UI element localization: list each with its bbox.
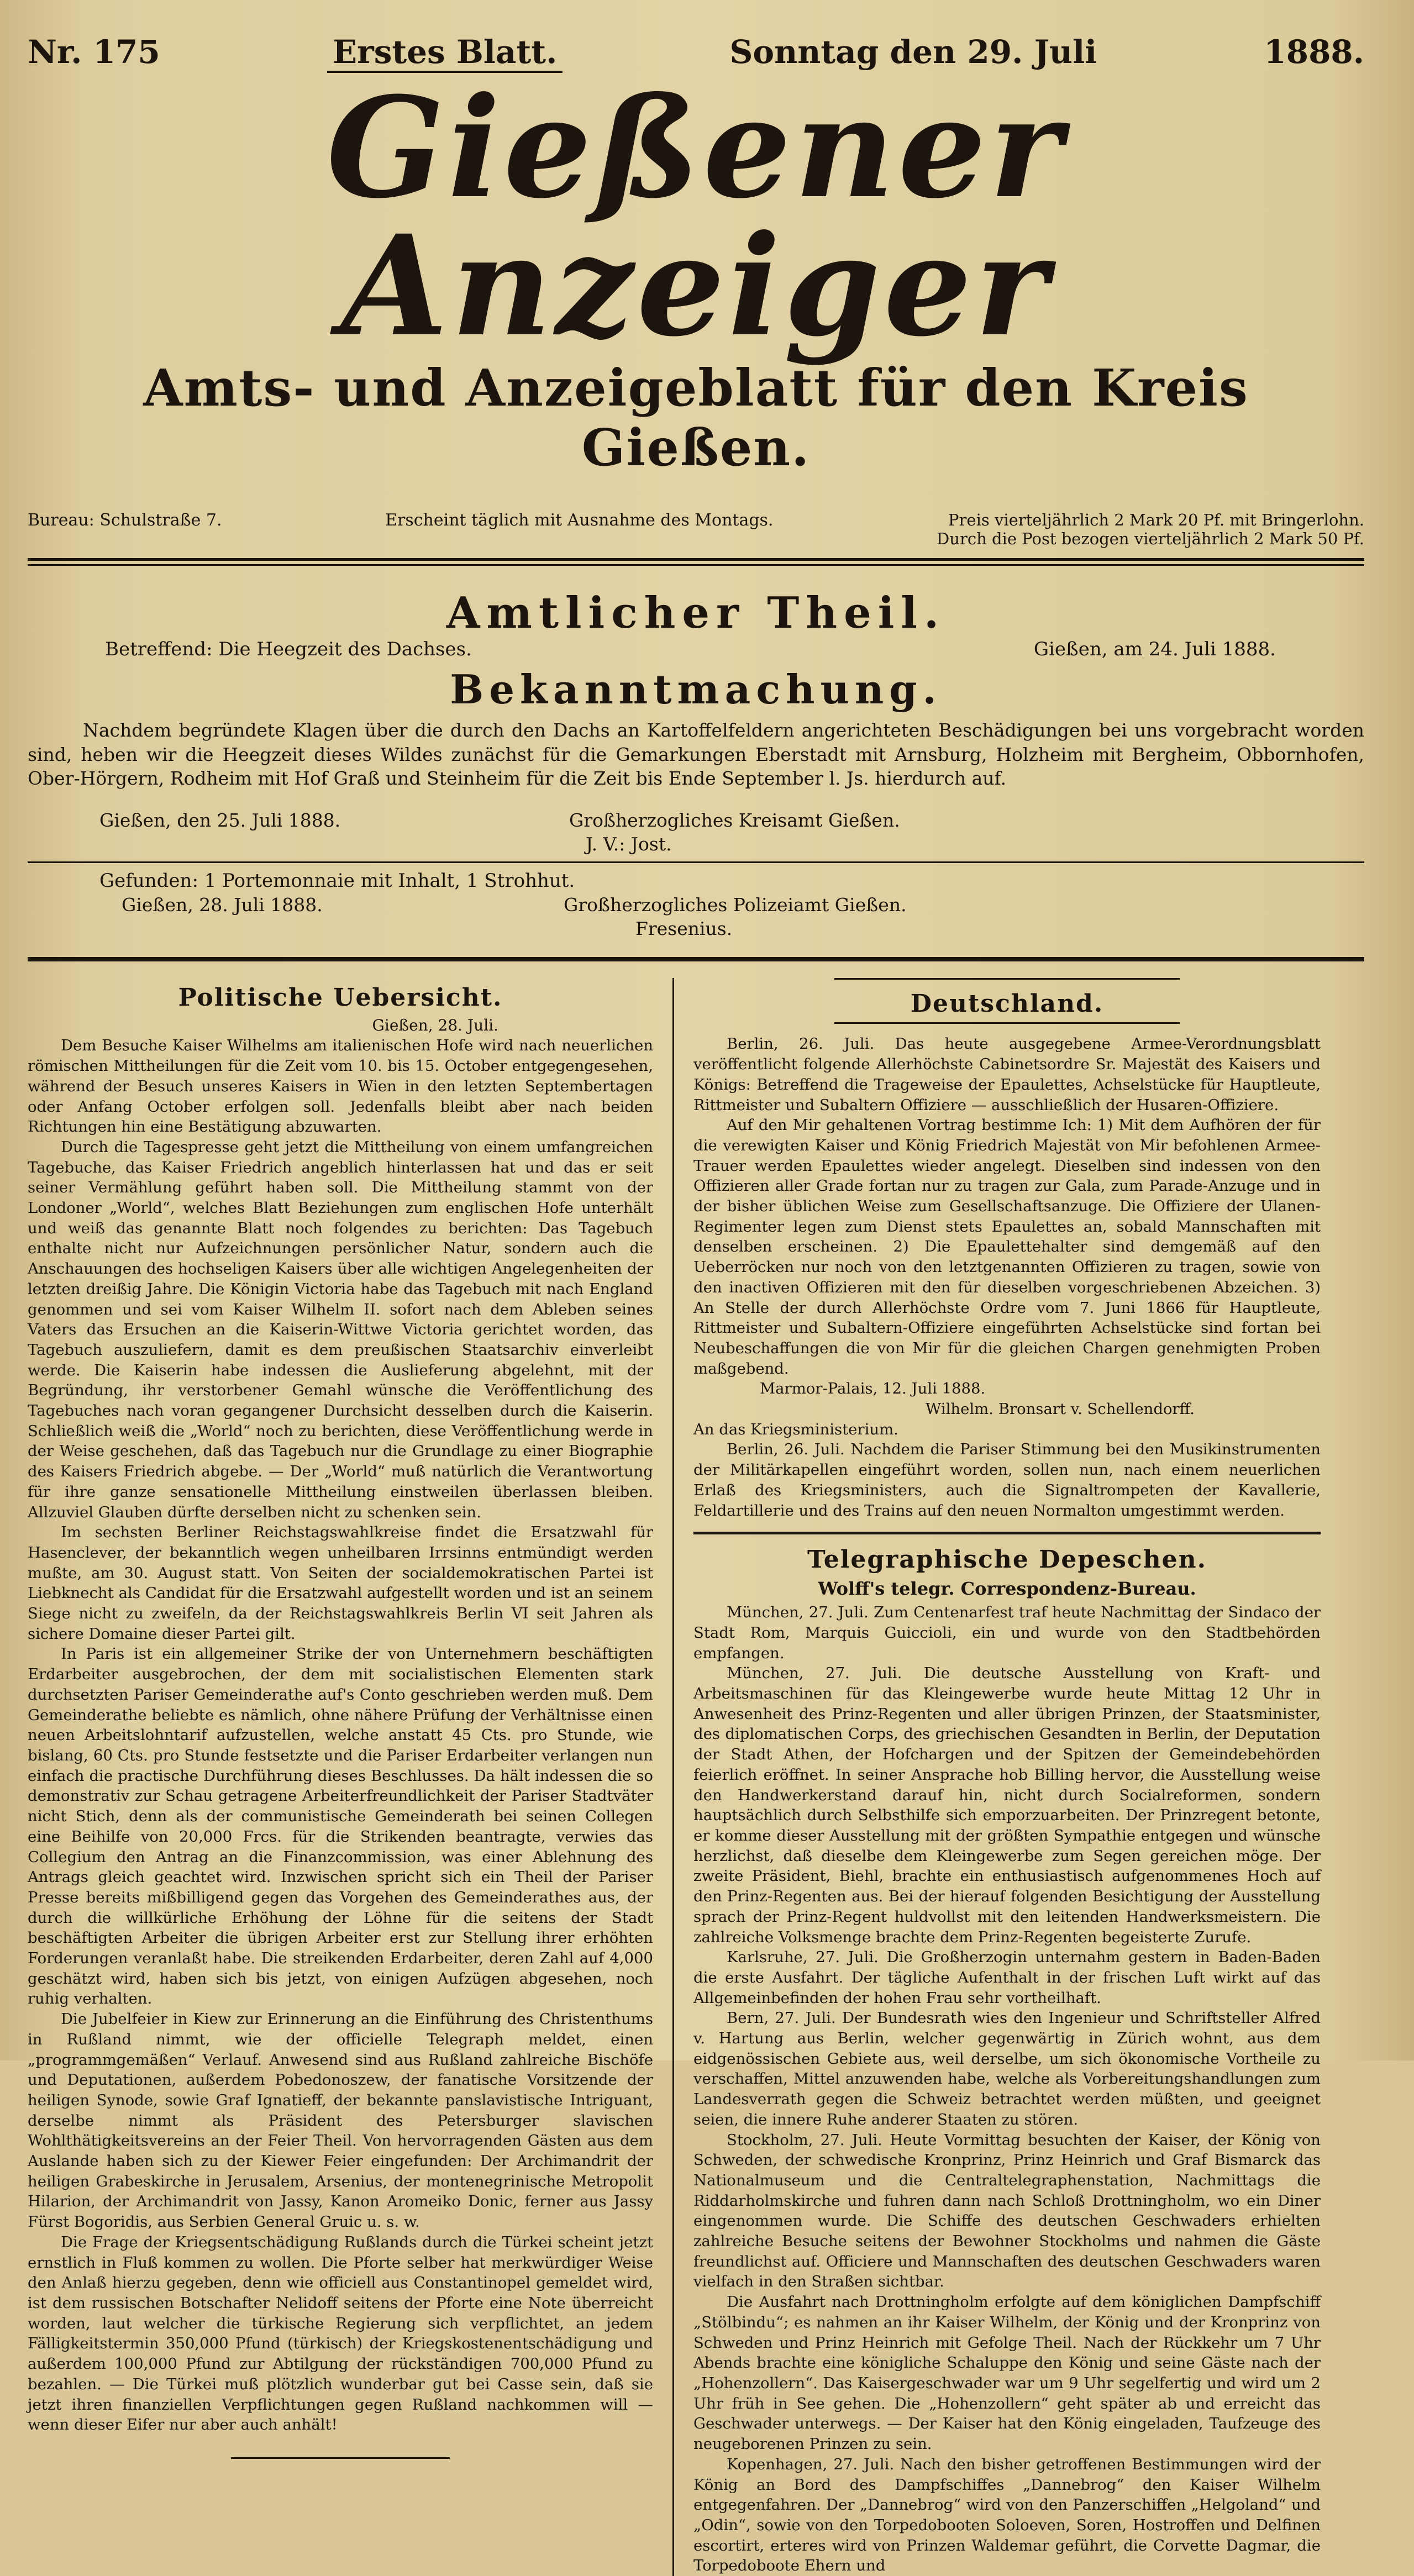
price-local: Preis vierteljährlich 2 Mark 20 Pf. mit Bringerlohn. <box>948 511 1364 529</box>
dispatch: München, 27. Juli. Zum Centenarfest traf heute Nachmittag der Sindaco der Stadt Rom, Marquis Guiccioli, ein und wurde von den Stadtbehörden empfangen. <box>693 1604 1321 1662</box>
column-left <box>28 978 674 2576</box>
dispatch: Die Ausfahrt nach Drottningholm erfolgte auf dem königlichen Dampfschiff „Stölbindu“; es nahmen an ihr Kaiser Wilhelm, der König und der Kronprinz von Schweden und Prinz Heinrich mit Gefolge Theil. Nach der Rückkehr um 7 Uhr Abends brachte eine königliche Schaluppe den König und seine Gäste nach der „Hohenzollern“. Das Kaisergeschwader war um 9 Uhr segelfertig und wird um 2 Uhr früh in See gehen. Die „Hohenzollern“ geht später ab und erreicht das Geschwader unterwegs. — Der Kaiser hat den König eingeladen, Taufzeuge des neugeborenen Prinzen zu sein. <box>693 2293 1321 2453</box>
notice-text: Nachdem begründete Klagen über die durch den Dachs an Kartoffelfeldern angerichteten Beschädigungen bei uns vorgebracht worden sind, heben wir die Heegzeit dieses Wildes zunächst für die Gemarkungen Eberstadt mit Arnsburg, Holzheim mit Bergheim, Obbornhofen, Ober-Hörgern, Rodheim mit Hof Graß und Steinheim für die Zeit bis Ende September l. Js. hierdurch auf. <box>28 719 1364 790</box>
dispatch: München, 27. Juli. Die deutsche Ausstellung von Kraft- und Arbeitsmaschinen für das Kleingewerbe wurde heute Mittag 12 Uhr in Anwesenheit des Prinz-Regenten und aller übrigen Prinzen, der Staatsminister, des diplomatischen Corps, des griechischen Gesandten in Berlin, der Deputation der Stadt Athen, der Hofchargen und der Spitzen der Gemeindebehörden feierlich eröffnet. In seiner Ansprache hob Billing hervor, die Ausstellung weise den Handwerkerstand darauf hin, nicht durch Socialreformen, sondern hauptsächlich durch Selbsthilfe sich emporzuarbeiten. Der Prinzregent betonte, er komme dieser Ausstellung mit der größten Sympathie entgegen und wünsche herzlichst, daß dieselbe dem Kleingewerbe zum Segen gereichen möge. Der zweite Präsident, Biehl, brachte ein enthusiastisch aufgenommenes Hoch auf den Prinz-Regenten aus. Bei der hierauf folgenden Besichtigung der Ausstellung sprach der Prinz-Regent huldvollst mit den leitenden Handwerksmeistern. Die zahlreiche Volksmenge brachte dem Prinz-Regenten begeisterte Zurufe. <box>693 1664 1321 1946</box>
bureau-address: Bureau: Schulstraße 7. <box>28 511 222 530</box>
news-agency: Wolff's telegr. Correspondenz-Bureau. <box>818 1578 1196 1600</box>
notice-sign-date: Gießen, den 25. Juli 1888. <box>99 809 341 831</box>
dispatch: Stockholm, 27. Juli. Heute Vormittag besuchten der Kaiser, der König von Schweden, der schwedische Kronprinz, Prinz Heinrich und Graf Bismarck das Nationalmuseum und die Centraltelegraphenstation, Nachmittags die Riddarholmskirche und fuhren dann nach Schloß Drottningholm, wo ein Diner eingenommen wurde. Die Schiffe des deutschen Geschwaders erhielten zahlreiche Besuche seitens der Bewohner Stockholms und nahmen die Gäste freundlichst auf. Officiere und Mannschaften des deutschen Geschwaders waren vielfach in den Straßen sichtbar. <box>693 2131 1321 2291</box>
article-paragraph: Auf den Mir gehaltenen Vortrag bestimme Ich: 1) Mit dem Aufhören der für die verewigten Kaiser und König Friedrich Majestät von Mir befohlenen Armee-Trauer werden Epaulettes wieder angelegt. Dieselben sind indessen von den Offizieren aller Grade fortan nur zu tragen zur Gala, zum Parade-Anzuge und in der bisher üblichen Weise zum Gesellschaftsanzuge. Die Offiziere der Ulanen-Regimenter legen zum Dienst stets Epaulettes an, sobald Mannschaften mit denselben erscheinen. 2) Die Epaulettehalter sind demgemäß auf den Ueberröcken nur noch von den letztgenannten Offizieren zu tragen, sowie von den inactiven Offizieren mit den für dieselben vorgeschriebenen Abzeichen. 3) An Stelle der durch Allerhöchste Ordre vom 7. Juni 1866 für Hauptleute, Rittmeister und Subaltern-Offiziere eingeführten Achselstücke sind fortan bei Neubeschaffungen die von Mir für die gleichen Chargen genehmigten Proben maßgebend. <box>693 1116 1321 1378</box>
price-post: Durch die Post bezogen vierteljährlich 2 Mark 50 Pf. <box>937 529 1364 548</box>
found-sign-name: Fresenius. <box>635 917 733 939</box>
notice-subject: Betreffend: Die Heegzeit des Dachses. <box>105 638 472 660</box>
article-paragraph: Die Frage der Kriegsentschädigung Rußlands durch die Türkei scheint jetzt ernstlich in Fluß kommen zu wollen. Die Pforte selber hat merkwürdiger Weise den Anlaß hierzu gegeben, denn wie officiell aus Constantinopel gemeldet wird, ist dem russischen Botschafter Nelidoff seitens der Pforte eine Note überreicht worden, laut welcher die türkische Regierung sich verpflichtet, an jedem Fälligkeitstermin 350,000 Pfund (türkisch) der Kriegskostenentschädigung und außerdem 100,000 Pfund zur Abtilgung der rückständigen 700,000 Pfund zu bezahlen. — Die Türkei muß plötzlich wunderbar gut bei Casse sein, daß sie jetzt ihren finanziellen Verpflichtungen gegen Rußland nachkommen will — wenn dieser Eifer nur aber auch anhält! <box>28 2233 653 2434</box>
divider <box>28 861 1364 863</box>
notice-signature <box>28 809 1364 833</box>
heading-germany: Deutschland. <box>910 990 1104 1018</box>
issue-year: 1888. <box>1264 33 1364 71</box>
sheet-label: Erstes Blatt. <box>327 33 563 73</box>
end-rule <box>231 2457 450 2459</box>
found-signature <box>28 893 1364 917</box>
notice-sign-office: Großherzogliches Kreisamt Gießen. <box>569 809 900 831</box>
heading-telegraph: Telegraphische Depeschen. <box>807 1545 1207 1574</box>
dispatch: Karlsruhe, 27. Juli. Die Großherzogin unternahm gestern in Baden-Baden die erste Ausfahrt. Der tägliche Aufenthalt in der frischen Luft wirkt auf das Allgemeinbefinden der hohen Frau sehr vortheilhaft. <box>693 1948 1321 2007</box>
newspaper-subtitle: Amts- und Anzeigeblatt für den Kreis Gießen. <box>143 358 1249 477</box>
issue-number: Nr. 175 <box>28 33 160 71</box>
article-dateline: Marmor-Palais, 12. Juli 1888. <box>760 1380 986 1398</box>
article-paragraph: In Paris ist ein allgemeiner Strike der von Unternehmern beschäftigten Erdarbeiter ausgebrochen, der dem mit socialistischen Elementen stark durchsetzten Pariser Gemeinderathe auf's Conto geschrieben werden muß. Dem Gemeinderathe beliebte es nämlich, ohne nähere Prüfung der Verhältnisse einen neuen Arbeitslohntarif aufzustellen, welche anstatt 45 Cts. pro Stunde, wie bislang, 60 Cts. pro Stunde festsetzte und die Pariser Erdarbeiter verlangen nun einfach die practische Durchführung dieses Beschlusses. Da hält indessen die so demonstrativ zur Schau getragene Arbeiterfreundlichkeit der Pariser Stadtväter nicht Stich, denn als der communistische Gemeinderath bei seinen Collegen eine Beihilfe von 20,000 Frcs. für die Strikenden beantragte, verwies das Collegium den Antrag an die Finanzcommission, was einer Ablehnung des Antrags gleich geachtet wird. Inzwischen spricht sich ein Theil der Pariser Presse bereits mißbilligend gegen das Vorgehen des Gemeinderathes aus, der durch die willkürliche Erhöhung der Löhne für die seitens der Stadt beschäftigten Arbeiter die übrigen Arbeiter erst zur Stellung ihrer erhöhten Forderungen veranlaßt habe. Die streikenden Erdarbeiter, deren Zahl auf 4,000 geschätzt wird, haben sich bis jetzt, von einigen Aufzügen abgesehen, noch ruhig verhalten. <box>28 1645 653 2008</box>
article-paragraph: Dem Besuche Kaiser Wilhelms am italienischen Hofe wird nach neuerlichen römischen Mittheilungen für die Zeit vom 10. bis 15. October entgegengesehen, während der Besuch unseres Kaisers in Wien in den letzten Septembertagen oder Anfang October erfolgen soll. Jedenfalls bleibt aber nach beiden Richtungen hin eine Bestätigung abzuwarten. <box>28 1037 653 1136</box>
divider <box>693 1532 1321 1534</box>
divider <box>834 978 1179 980</box>
article-paragraph: Im sechsten Berliner Reichstagswahlkreise findet die Ersatzwahl für Hasenclever, der bekanntlich wegen unheilbaren Irrsinns entmündigt werden mußte, am 30. August statt. Von Seiten der socialdemokratischen Partei ist Liebknecht als Candidat für die Ersatzwahl aufgestellt worden und ist an seinem Siege nicht zu zweifeln, da der Reichstagswahlkreis Berlin VI seit Jahren als sichere Domaine dieser Partei gilt. <box>28 1523 653 1643</box>
divider <box>834 1022 1179 1024</box>
divider <box>28 564 1364 566</box>
heading-political-overview: Politische Uebersicht. <box>178 984 503 1012</box>
found-items: Gefunden: 1 Portemonnaie mit Inhalt, 1 Strohhut. <box>99 870 575 892</box>
subscription-prices <box>937 511 1364 548</box>
info-bar <box>28 511 1364 561</box>
newspaper-title: Gießener Anzeiger <box>326 66 1066 367</box>
column-right <box>674 978 1321 2576</box>
section-heading-official: Amtlicher Theil. <box>446 588 946 638</box>
article-columns <box>28 978 1364 2576</box>
dispatch: Kopenhagen, 27. Juli. Nach den bisher getroffenen Bestimmungen wird der König an Bord des Dampfschiffes „Dannebrog“ den Kaiser Wilhelm entgegenfahren. Der „Dannebrog“ wird von den Panzerschiffen „Helgoland“ und „Odin“, sowie von den Torpedobooten Soloeven, Soren, Hostroffen und Delfinen escortirt, erteres wird von Prinzen Waldemar geführt, die Corvette Dagmar, die Torpedoboote Ehern und <box>693 2455 1321 2575</box>
article-paragraph: Berlin, 26. Juli. Nachdem die Pariser Stimmung bei den Musikinstrumenten der Militärkapellen eingeführt worden, sollen nun, nach einem neuerlichen Erlaß des Kriegsministers, auch die Signaltrompeten der Kavallerie, Feldartillerie und des Trains auf den neuen Normalton umgestimmt werden. <box>693 1441 1321 1520</box>
article-paragraph: Durch die Tagespresse geht jetzt die Mittheilung von einem umfangreichen Tagebuche, das Kaiser Friedrich angeblich hinterlassen hat und das er seit seiner Vermählung geführt haben soll. Die Mittheilung stammt von der Londoner „World“, welches Blatt Beziehungen zum englischen Hofe unterhält und weiß das genannte Blatt noch folgendes zu berichten: Das Tagebuch enthalte nicht nur Aufzeichnungen persönlicher Natur, sondern auch die Anschauungen des hochseligen Kaisers über alle wichtigen Angelegenheiten der letzten dreißig Jahre. Die Königin Victoria habe das Tagebuch mit nach England genommen und sei vom Kaiser Wilhelm II. sofort nach dem Ableben seines Vaters das Ersuchen an die Kaiserin-Wittwe Victoria gerichtet worden, das Tagebuch auszuliefern, damit es dem preußischen Staatsarchiv einverleibt werde. Die Kaiserin habe indessen die Auslieferung abgelehnt, mit der Begründung, ihr verstorbener Gemahl wünsche die Veröffentlichung des Tagebuches nach voran gegangener Durchsicht desselben durch die Kaiserin. Schließlich weiß die „World“ noch zu berichten, diese Veröffentlichung werde in der Weise geschehen, daß das Tagebuch nur die Grundlage zu einer Biographie des Kaisers Friedrich abgebe. — Der „World“ muß natürlich die Verantwortung für ihre ganze sensationelle Mittheilung einstweilen überlassen bleiben. Allzuviel Glauben dürfte derselben nicht zu schenken sein. <box>28 1138 653 1521</box>
notice-sign-name: J. V.: Jost. <box>586 833 672 855</box>
dispatch: Bern, 27. Juli. Der Bundesrath wies den Ingenieur und Schriftsteller Alfred v. Hartung aus Berlin, welcher gegenwärtig in Zürich wohnt, aus dem eidgenössischen Gebiete aus, weil derselbe, um sich ökonomische Vortheile zu verschaffen, Mittel anzuwenden habe, welche als Vorbereitungshandlungen zum Landesverrath gegen die Schweiz betrachtet werden müßten, und geeignet seien, die innere Ruhe anderer Staaten zu stören. <box>693 2009 1321 2128</box>
found-sign-date: Gießen, 28. Juli 1888. <box>122 893 323 916</box>
dateline: Gießen, 28. Juli. <box>372 1016 498 1035</box>
notice-title: Bekanntmachung. <box>450 666 942 713</box>
notice-place-date: Gießen, am 24. Juli 1888. <box>1033 638 1276 660</box>
article-paragraph: Die Jubelfeier in Kiew zur Erinnerung an die Einführung des Christenthums in Rußland nimmt, wie der officielle Telegraph meldet, einen „programmgemäßen“ Verlauf. Anwesend sind aus Rußland zahlreiche Bischöfe und Deputationen, außerdem Pobedonoszew, der fanatische Vorsitzende der heiligen Synode, sowie Graf Ignatieff, der bekannte panslavistische Intriguant, derselbe nimmt als Präsident des Petersburger slavischen Wohlthätigkeitsvereins an der Feier Theil. Von hervorragenden Gästen aus dem Auslande haben sich zu der Kiewer Feier eingefunden: Der Archimandrit der heiligen Grabeskirche in Jerusalem, Arsenius, der montenegrinische Metropolit Hilarion, der Archimandrit von Jassy, Kanon Aromeiko Donic, ferner aus Jassy Fürst Bogoridis, aus Serbien General Gruic u. s. w. <box>28 2010 653 2231</box>
divider <box>28 957 1364 961</box>
article-paragraph: Berlin, 26. Juli. Das heute ausgegebene Armee-Verordnungsblatt veröffentlicht folgende Allerhöchste Cabinetsordre Sr. Majestät des Kaisers und Königs: Betreffend die Trageweise der Epaulettes, Achselstücke für Hauptleute, Rittmeister und Subaltern Offiziere — ausschließlich der Husaren-Offiziere. <box>693 1035 1321 1114</box>
article-addressee: An das Kriegsministerium. <box>693 1420 898 1438</box>
article-signatures: Wilhelm. Bronsart v. Schellendorff. <box>926 1400 1195 1418</box>
notice-header-row <box>28 638 1364 660</box>
found-sign-office: Großherzogliches Polizeiamt Gießen. <box>564 893 907 916</box>
publication-schedule: Erscheint täglich mit Ausnahme des Montags. <box>385 511 774 530</box>
issue-date: Sonntag den 29. Juli <box>729 33 1097 71</box>
